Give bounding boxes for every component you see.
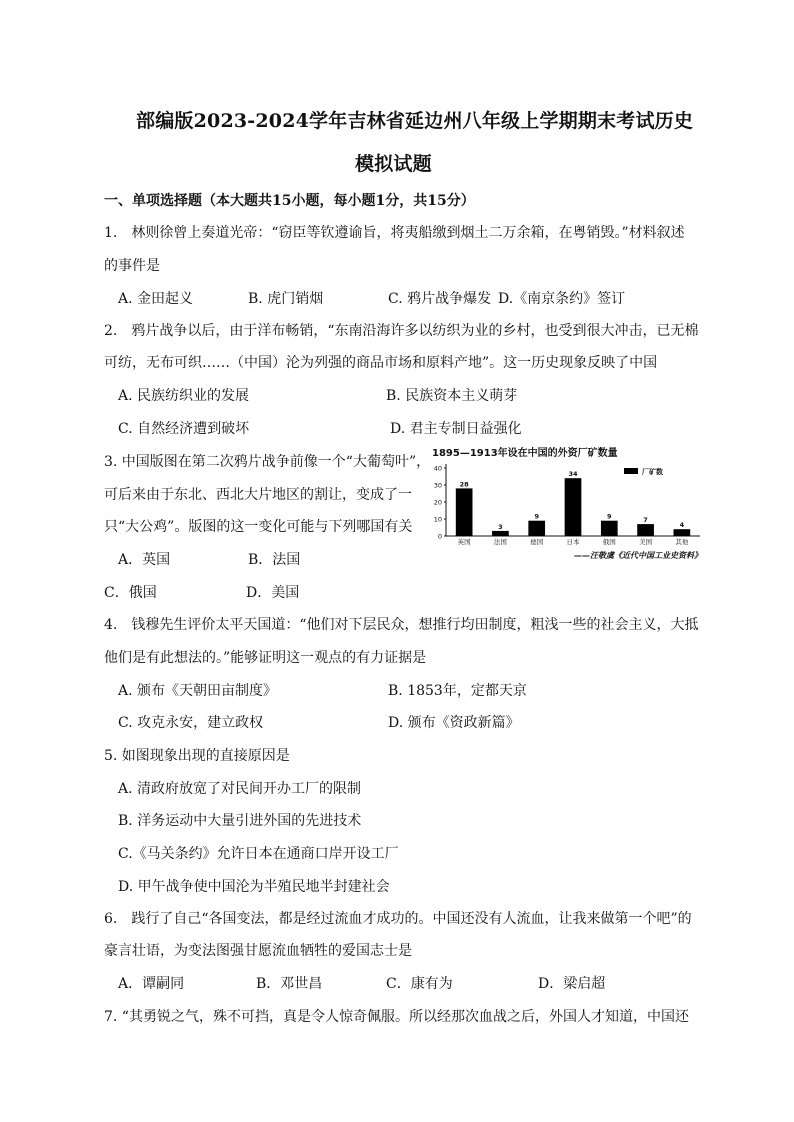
q3-option-b: B．法国 <box>248 552 301 568</box>
x-tick-label: 美国 <box>639 538 653 546</box>
question-3-line-1: 3. 中国版图在第二次鸦片战争前像一个“大葡萄叶”， <box>104 454 431 470</box>
q2-option-a: A. 民族纺织业的发展 <box>118 388 250 404</box>
bar-value-label: 34 <box>568 470 578 479</box>
page-subtitle: 模拟试题 <box>355 153 432 175</box>
bar-5 <box>637 524 654 536</box>
y-tick-label: 20 <box>433 498 442 507</box>
q4-option-c: C. 攻克永安，建立政权 <box>118 715 264 731</box>
chart-source: ——汪敬虞《近代中国工业史资料》 <box>574 551 702 560</box>
q2-option-c: C. 自然经济遭到破坏 <box>118 421 250 437</box>
bar-3 <box>565 478 582 536</box>
x-tick-label: 德国 <box>530 538 544 546</box>
x-tick-label: 日本 <box>566 538 580 546</box>
q5-option-c: C.《马关条约》允许日本在通商口岸开设工厂 <box>118 846 399 862</box>
bar-value-label: 28 <box>459 480 469 489</box>
legend-label: 厂矿数 <box>642 468 663 476</box>
bar-value-label: 9 <box>534 512 539 521</box>
question-3-line-2: 可后来由于东北、西北大片地区的割让，变成了一 <box>104 487 412 503</box>
bar-value-label: 7 <box>643 516 648 525</box>
q1-option-c: C. 鸦片战争爆发 <box>388 291 492 307</box>
chart-title: 1895—1913年设在中国的外资厂矿数量 <box>432 448 618 459</box>
q6-option-a: A．谭嗣同 <box>118 976 185 992</box>
y-tick-label: 40 <box>433 464 442 473</box>
q2-option-b: B. 民族资本主义萌芽 <box>386 388 518 404</box>
page-title: 部编版2023-2024学年吉林省延边州八年级上学期期末考试历史 <box>136 110 694 132</box>
q3-option-c: C．俄国 <box>104 585 157 601</box>
question-1-line-2: 的事件是 <box>104 258 160 274</box>
factory-count-chart <box>428 446 706 564</box>
question-4-line-2: 他们是有此想法的。”能够证明这一观点的有力证据是 <box>104 650 427 666</box>
q5-option-a: A. 清政府放宽了对民间开办工厂的限制 <box>118 781 362 797</box>
y-tick-label: 30 <box>433 481 442 490</box>
bar-0 <box>456 488 473 536</box>
q4-option-a: A. 颁布《天朝田亩制度》 <box>118 683 278 699</box>
bar-1 <box>492 531 509 536</box>
q6-option-b: B．邓世昌 <box>256 976 323 992</box>
q3-option-a: A．英国 <box>118 552 171 568</box>
question-2-line-2: 可纺，无布可织……（中国）沦为列强的商品市场和原料产地”。这一历史现象反映了中国 <box>104 355 658 371</box>
q3-option-d: D．美国 <box>246 585 300 601</box>
x-tick-label: 俄国 <box>602 538 616 546</box>
bar-4 <box>601 521 618 536</box>
y-tick-label: 0 <box>437 532 442 541</box>
x-tick-label: 法国 <box>493 538 507 546</box>
bar-value-label: 9 <box>607 512 612 521</box>
bar-6 <box>674 529 691 536</box>
x-tick-label: 其他 <box>675 538 689 546</box>
q1-option-d: D.《南京条约》签订 <box>498 291 626 307</box>
q5-option-d: D. 甲午战争使中国沦为半殖民地半封建社会 <box>118 879 390 895</box>
q5-option-b: B. 洋务运动中大量引进外国的先进技术 <box>118 813 362 829</box>
q2-option-d: D. 君主专制日益强化 <box>390 421 522 437</box>
q1-option-a: A. 金田起义 <box>118 291 194 307</box>
bar-value-label: 4 <box>679 521 685 530</box>
question-4-line-1: 4. 钱穆先生评价太平天国道：“他们对下层民众，想推行均田制度，粗浅一些的社会主义，大抵 <box>104 617 699 633</box>
q6-option-d: D．梁启超 <box>538 976 606 992</box>
x-tick-label: 英国 <box>457 538 471 546</box>
y-tick-label: 10 <box>433 515 442 524</box>
question-7-line-1: 7. “其勇锐之气，殊不可挡，真是令人惊奇佩服。所以经那次血战之后，外国人才知道，中国还 <box>104 1009 689 1025</box>
section-heading: 一、单项选择题（本大题共15小题，每小题1分，共15分） <box>104 193 475 209</box>
q6-option-c: C．康有为 <box>386 976 453 992</box>
q4-option-d: D. 颁布《资政新篇》 <box>388 715 520 731</box>
bar-value-label: 3 <box>498 522 503 531</box>
question-6-line-1: 6. 践行了自己“各国变法，都是经过流血才成功的。中国还没有人流血，让我来做第一个吧”的 <box>104 911 692 927</box>
bar-2 <box>528 521 545 536</box>
bar-chart-svg <box>428 446 706 564</box>
question-3-line-3: 只“大公鸡”。版图的这一变化可能与下列哪国有关 <box>104 519 413 535</box>
question-1-line-1: 1. 林则徐曾上奏道光帝：“窃臣等钦遵谕旨，将夷船缴到烟土二万余箱，在粤销毁。”材料叙述 <box>104 225 685 241</box>
q4-option-b: B. 1853年，定都天京 <box>388 683 527 699</box>
q1-option-b: B. 虎门销烟 <box>248 291 324 307</box>
question-2-line-1: 2. 鸦片战争以后，由于洋布畅销，“东南沿海许多以纺织为业的乡村，也受到很大冲击，已无棉 <box>104 323 699 339</box>
legend-swatch <box>624 468 638 474</box>
question-6-line-2: 豪言壮语，为变法图强甘愿流血牺牲的爱国志士是 <box>104 943 412 959</box>
question-5-line-1: 5. 如图现象出现的直接原因是 <box>104 748 290 764</box>
